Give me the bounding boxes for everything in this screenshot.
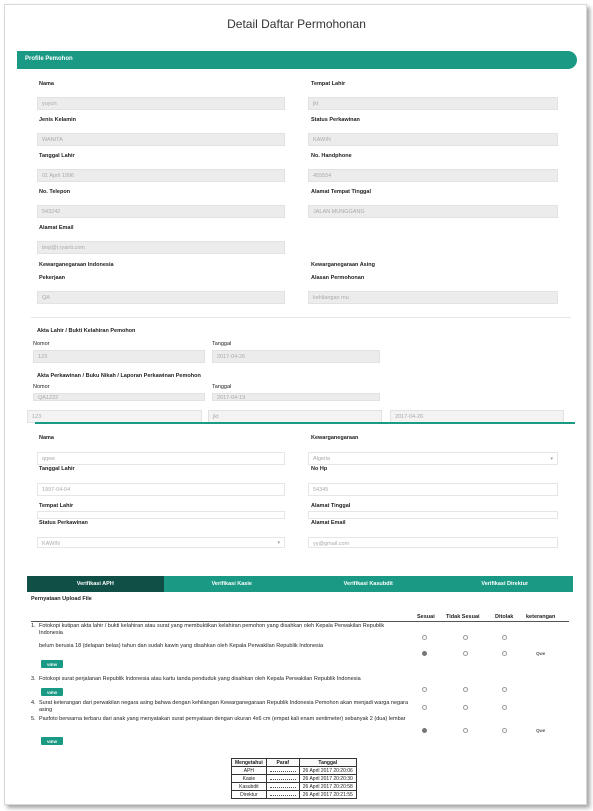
tanggal-lahir-field[interactable]: 01 April 1996 [37,169,285,182]
pasangan-nama-label: Nama [39,435,54,441]
profile-banner: Profile Pemohon [17,51,577,69]
akta-kawin-tanggal-label: Tanggal [212,384,232,390]
no-handphone-field[interactable]: 455554 [308,169,558,182]
signature-mark [266,783,299,791]
signature-table [231,758,357,799]
pasangan-alamat-tinggal-field[interactable] [308,511,558,519]
verification-tabs [27,576,573,592]
chevron-down-icon: ▾ [277,540,280,546]
item-3-ditolak-radio[interactable] [502,687,507,692]
sig-date: 26 April 2017 20:20:58 [299,783,356,791]
alasan-permohonan-label: Alasan Permohonan [311,275,365,281]
pasangan-tempat-lahir-label: Tempat Lahir [39,503,74,509]
col-ditolak: Ditolak [495,614,514,620]
table-row [232,775,357,783]
alasan-permohonan-field[interactable]: kehilangan mu [308,291,558,304]
item-3-tidak-sesuai-radio[interactable] [463,687,468,692]
item-1-sesuai-radio[interactable] [422,635,427,640]
table-header-line [31,621,569,622]
sig-date: 26 April 2017 20:20:06 [299,767,356,775]
nama-field[interactable]: yuyun [37,97,285,110]
status-perkawinan-selected: KAWIN [42,541,60,547]
table-row [232,783,357,791]
table-row [232,767,357,775]
sig-date: 26 April 2017 20:21:55 [299,791,356,799]
item-4-tidak-sesuai-radio[interactable] [463,705,468,710]
sig-header-mengetahui: Mengetahui [232,759,267,767]
item-4-sesuai-radio[interactable] [422,705,427,710]
tab-verifikasi-aph[interactable]: Verifikasi APH [27,576,164,592]
pasangan-tanggal-lahir-label: Tanggal Lahir [39,466,75,472]
no-handphone-label: No. Handphone [311,153,352,159]
item-5-sesuai-radio[interactable] [422,728,427,733]
tanggal-lahir-label: Tanggal Lahir [39,153,75,159]
item-3-text: Fotokopi surat perjalanan Republik Indonesia atau kartu tanda penduduk yang disahkan oleh Kepala Perwakilan Republik Indonesia [39,676,361,682]
page-title: Detail Daftar Permohonan [227,17,366,31]
col-sesuai: Sesuai [417,614,435,620]
extra-field-3[interactable]: 2017-04-26 [390,410,564,423]
item-2-tidak-sesuai-radio[interactable] [463,651,468,656]
sig-header-tanggal: Tanggal [299,759,356,767]
item-4-ditolak-radio[interactable] [502,705,507,710]
pasangan-tanggal-lahir-field[interactable]: 1997-04-04 [37,483,285,496]
tab-verifikasi-kasie[interactable]: Verifikasi Kasie [164,576,301,592]
col-keterangan: keterangan [526,614,556,620]
pasangan-kewarganegaraan-select[interactable] [308,452,558,465]
akta-lahir-nomor-field[interactable]: 123 [33,350,205,363]
tempat-lahir-label: Tempat Lahir [311,81,346,87]
no-telepon-label: No. Telepon [39,189,71,195]
extra-field-1[interactable]: 123 [27,410,202,423]
pasangan-kewarganegaraan-label: Kewarganegaraan [311,435,359,441]
tempat-lahir-field[interactable]: jkt [308,97,558,110]
tab-verifikasi-direktur[interactable]: Verifikasi Direktur [437,576,574,592]
item-number-3: 3. [31,676,36,682]
tab-verifikasi-kasubdit[interactable]: Verifikasi Kasubdit [300,576,437,592]
kewarganegaraan-indonesia-label: Kewarganegaraan Indonesia [39,262,114,268]
item-5-text: Pasfoto berwarna terbaru dari anak yang menyatakan surat pernyataan dengan ukuran 4x6 cm (empat kali enam sentimeter) sebanyak 2 (dua) lembar [39,716,406,722]
page-frame [4,4,587,805]
akta-kawin-nomor-label: Nomor [33,384,50,390]
item-number-1: 1. [31,623,36,629]
view-button-1[interactable]: VIEW [41,660,63,668]
sig-header-paraf: Paraf [266,759,299,767]
sig-role: APH [232,767,267,775]
extra-field-2[interactable]: jkt [208,410,382,423]
signature-mark [266,775,299,783]
akta-lahir-tanggal-field[interactable]: 2017-04-26 [212,350,380,363]
pasangan-alamat-email-label: Alamat Email [311,520,346,526]
no-telepon-field[interactable]: 543242 [37,205,285,218]
pasangan-tempat-lahir-field[interactable] [37,511,285,519]
sig-role: Kasie [232,775,267,783]
item-5-ditolak-radio[interactable] [502,728,507,733]
sig-role: Direktur [232,791,267,799]
alamat-email-field[interactable]: bnp@i.ryanti.com [37,241,285,254]
pasangan-no-hp-label: No Hp [311,466,328,472]
item-5-tidak-sesuai-radio[interactable] [463,728,468,733]
jenis-kelamin-field[interactable]: WANITA [37,133,285,146]
sig-date: 26 April 2017 20:20:30 [299,775,356,783]
akta-lahir-nomor-label: Nomor [33,341,50,347]
akta-lahir-heading: Akta Lahir / Bukti Kelahiran Pemohon [37,328,136,334]
divider [31,317,571,318]
item-2-text: belum berusia 18 (delapan belas) tahun dan sudah kawin yang disahkan oleh Kepala Perwakilan Republik Indonesia [39,643,324,649]
sig-role: Kasubdit [232,783,267,791]
akta-kawin-heading: Akta Perkawinan / Buku Nikah / Laporan Perkawinan Pemohon [37,373,201,379]
signature-mark [266,791,299,799]
view-button-2[interactable]: VIEW [41,688,63,696]
pasangan-nama-field[interactable]: qqwe [37,452,285,465]
nama-label: Nama [39,81,54,87]
jenis-kelamin-label: Jenis Kelamin [39,117,76,123]
item-number-4: 4. [31,700,36,706]
item-number-5: 5. [31,716,36,722]
item-1-ditolak-radio[interactable] [502,635,507,640]
upload-section-title: Pernyataan Upload File [31,596,92,602]
view-button-3[interactable]: VIEW [41,737,63,745]
status-perkawinan-label: Status Perkawinan [311,117,360,123]
pasangan-status-perkawinan-label: Status Perkawinan [39,520,88,526]
alamat-tempat-tinggal-label: Alamat Tempat Tinggal [311,189,372,195]
akta-lahir-tanggal-label: Tanggal [212,341,232,347]
status-perkawinan-field[interactable]: KAWIN [308,133,558,146]
table-row [232,791,357,799]
col-tidak-sesuai: Tidak Sesuai [446,614,480,620]
signature-mark [266,767,299,775]
kewarganegaraan-asing-label: Kewarganegaraan Asing [311,262,375,268]
item-2-sesuai-radio[interactable] [422,651,427,656]
alamat-email-label: Alamat Email [39,225,74,231]
kewarganegaraan-selected: Algeria [313,456,331,462]
item-2-ditolak-radio[interactable] [502,651,507,656]
pasangan-status-perkawinan-select[interactable] [37,537,285,548]
chevron-down-icon: ▾ [550,456,553,462]
pasangan-alamat-email-field[interactable]: yy@gmail.com [308,537,558,548]
pekerjaan-label: Pekerjaan [39,275,65,281]
item-3-sesuai-radio[interactable] [422,687,427,692]
akta-kawin-nomor-field[interactable]: QA1222 [33,393,205,401]
item-1-tidak-sesuai-radio[interactable] [463,635,468,640]
item-1-text: Fotokopi kutipan akta lahir / bukti kelahiran atau surat yang membuktikan kelahiran pemohon yang disahkan oleh Kepala Perwakilan Republik Indonesia [39,623,385,636]
item-5-keterangan: Qwe [536,728,546,733]
alamat-tempat-tinggal-field[interactable]: JALAN MUNGGANG [308,205,558,218]
item-2-keterangan: Qwe [536,651,546,656]
pasangan-alamat-tinggal-label: Alamat Tinggal [311,503,351,509]
akta-kawin-tanggal-field[interactable]: 2017-04-19 [212,393,380,401]
section-divider [35,422,575,424]
pekerjaan-field[interactable]: QA [37,291,285,304]
item-4-text: Surat keterangan dari perwakilan negara asing bahwa dengan kehilangan Kewarganegaraan Republik Indonesia Pemohon akan menjadi warga negara asing [39,700,409,713]
pasangan-no-hp-field[interactable]: 54345 [308,483,558,496]
